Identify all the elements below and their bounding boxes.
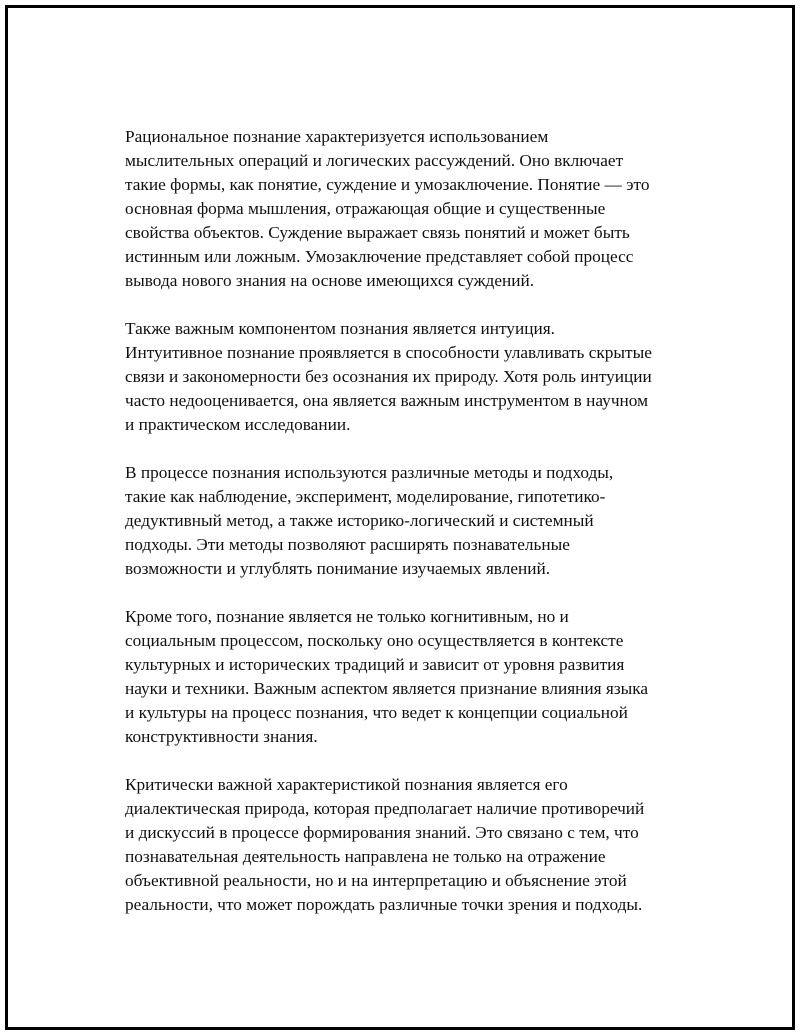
paragraph-1 bbox=[125, 125, 705, 293]
text-line: часто недооценивается, она является важным инструментом в научном bbox=[125, 391, 649, 410]
text-line: Интуитивное познание проявляется в способности улавливать скрытые bbox=[125, 343, 652, 362]
text-line: конструктивности знания. bbox=[125, 727, 318, 746]
text-line: В процессе познания используются различные методы и подходы, bbox=[125, 463, 614, 482]
text-line: такие как наблюдение, эксперимент, моделирование, гипотетико- bbox=[125, 487, 606, 506]
paragraph-2 bbox=[125, 317, 705, 437]
text-line: познавательная деятельность направлена не только на отражение bbox=[125, 847, 606, 866]
page-frame bbox=[5, 5, 795, 1030]
text-line: связи и закономерности без осознания их природу. Хотя роль интуиции bbox=[125, 367, 652, 386]
text-line: подходы. Эти методы позволяют расширять познавательные bbox=[125, 535, 570, 554]
text-line: такие формы, как понятие, суждение и умозаключение. Понятие — это bbox=[125, 175, 650, 194]
text-line: Рациональное познание характеризуется использованием bbox=[125, 127, 549, 146]
text-line: дедуктивный метод, а также историко-логический и системный bbox=[125, 511, 594, 530]
paragraph-5 bbox=[125, 773, 705, 917]
text-line: мыслительных операций и логических рассуждений. Оно включает bbox=[125, 151, 624, 170]
text-line: и дискуссий в процессе формирования знаний. Это связано с тем, что bbox=[125, 823, 639, 842]
text-line: социальным процессом, поскольку оно осуществляется в контексте bbox=[125, 631, 624, 650]
text-line: объективной реальности, но и на интерпретацию и объяснение этой bbox=[125, 871, 627, 890]
text-line: культурных и исторических традиций и зависит от уровня развития bbox=[125, 655, 625, 674]
paragraph-3 bbox=[125, 461, 705, 581]
text-line: и культуры на процесс познания, что ведет к концепции социальной bbox=[125, 703, 628, 722]
paragraph-4 bbox=[125, 605, 705, 749]
text-line: свойства объектов. Суждение выражает связь понятий и может быть bbox=[125, 223, 630, 242]
text-line: Критически важной характеристикой познания является его bbox=[125, 775, 568, 794]
text-line: Кроме того, познание является не только когнитивным, но и bbox=[125, 607, 569, 626]
text-line: и практическом исследовании. bbox=[125, 415, 351, 434]
text-line: Также важным компонентом познания является интуиция. bbox=[125, 319, 555, 338]
document-body bbox=[125, 125, 705, 941]
text-line: науки и техники. Важным аспектом является признание влияния языка bbox=[125, 679, 649, 698]
text-line: возможности и углублять понимание изучаемых явлений. bbox=[125, 559, 551, 578]
text-line: истинным или ложным. Умозаключение представляет собой процесс bbox=[125, 247, 634, 266]
text-line: диалектическая природа, которая предполагает наличие противоречий bbox=[125, 799, 645, 818]
text-line: вывода нового знания на основе имеющихся суждений. bbox=[125, 271, 535, 290]
text-line: реальности, что может порождать различные точки зрения и подходы. bbox=[125, 895, 643, 914]
text-line: основная форма мышления, отражающая общие и существенные bbox=[125, 199, 606, 218]
